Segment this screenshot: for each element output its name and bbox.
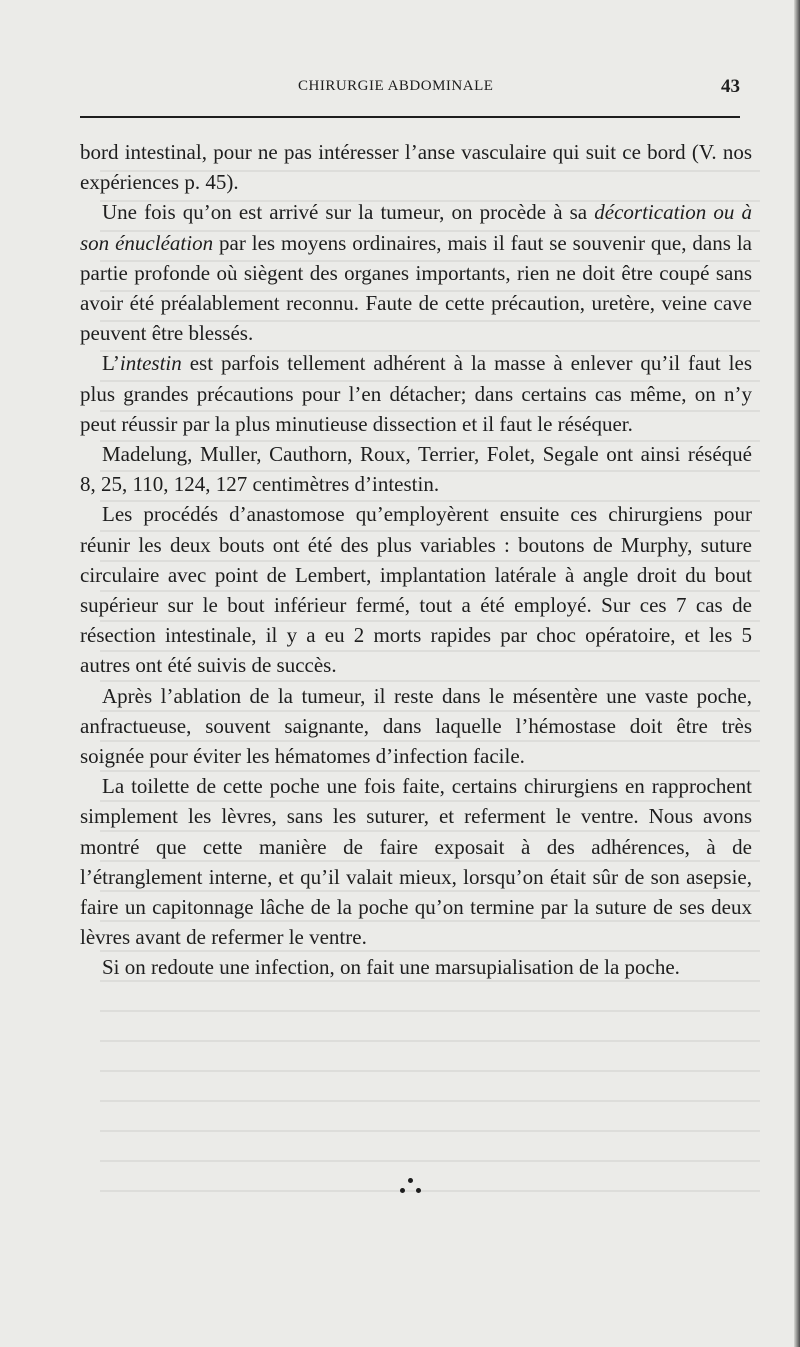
- paragraph: [80, 952, 752, 982]
- paragraph: [80, 137, 752, 197]
- text-segment: La toilette de cette poche une fois faite, certains chirurgiens en rapprochent simplement les lèvres, sans les suturer, et referment le ventre. Nous avons montré que cette manière de faire exposait à des adhérences, à de l’étranglement interne, et qu’il valait mieux, lorsqu’on était sûr de son asepsie, faire un capitonnage lâche de la poche qu’on termine par la suture de ses deux lèvres avant de refermer le ventre.: [80, 774, 752, 950]
- text-segment: Une fois qu’on est arrivé sur la tumeur, on procède à sa: [102, 200, 595, 225]
- page-header: [80, 76, 740, 104]
- paragraph: [80, 348, 752, 439]
- text-segment: est parfois tellement adhérent à la masse à enlever qu’il faut les plus grandes précautions pour l’en détacher; dans certains cas même, on n’y peut réussir par la plus minutieuse dissection et il faut le réséquer.: [80, 351, 752, 436]
- paragraph: [80, 197, 752, 348]
- fleuron-dot: [416, 1188, 421, 1193]
- paragraph: [80, 771, 752, 952]
- text-segment: L’: [102, 351, 120, 376]
- text-segment: Madelung, Muller, Cauthorn, Roux, Terrier, Folet, Segale ont ainsi réséqué 8, 25, 110, 124, 127 centimètres d’intestin.: [80, 442, 752, 497]
- page-edge: [794, 0, 800, 1347]
- header-rule: [80, 116, 740, 118]
- paragraph: [80, 681, 752, 772]
- three-dot-fleuron-icon: [396, 1178, 426, 1202]
- text-segment: Après l’ablation de la tumeur, il reste dans le mésentère une vaste poche, anfractueuse, souvent saignante, dans laquelle l’hémostase doit être très soignée pour éviter les hématomes d’infection facile.: [80, 683, 752, 769]
- fleuron-dot: [408, 1178, 413, 1183]
- paragraph: [80, 499, 752, 680]
- paragraph: [80, 439, 752, 499]
- main-text: [80, 137, 752, 983]
- italic-text-segment: décortication ou à son énucléation: [80, 200, 752, 255]
- italic-text-segment: intestin: [119, 351, 182, 376]
- text-segment: par les moyens ordinaires, mais il faut se souvenir que, dans la partie profonde où siègent des organes importants, rien ne doit être coupé sans avoir été préalablement reconnu. Faute de cette précaution, uretère, veine cave peuvent être blessés.: [80, 230, 753, 346]
- text-segment: bord intestinal, pour ne pas intéresser l’anse vasculaire qui suit ce bord (V. nos expériences p. 45).: [80, 140, 752, 195]
- fleuron-dot: [400, 1188, 405, 1193]
- running-title: CHIRURGIE ABDOMINALE: [298, 78, 494, 94]
- text-segment: Les procédés d’anastomose qu’employèrent ensuite ces chirurgiens pour réunir les deux bouts ont été des plus variables : boutons de Murphy, suture circulaire avec point de Lembert, implantation latérale à angle droit du bout supérieur sur le bout inférieur fermé, tout a été employé. Sur ces 7 cas de résection intestinale, il y a eu 2 morts rapides par choc opératoire, et les 5 autres ont été suivis de succès.: [80, 502, 752, 678]
- page-number: 43: [721, 76, 740, 97]
- text-segment: Si on redoute une infection, on fait une marsupialisation de la poche.: [102, 955, 680, 980]
